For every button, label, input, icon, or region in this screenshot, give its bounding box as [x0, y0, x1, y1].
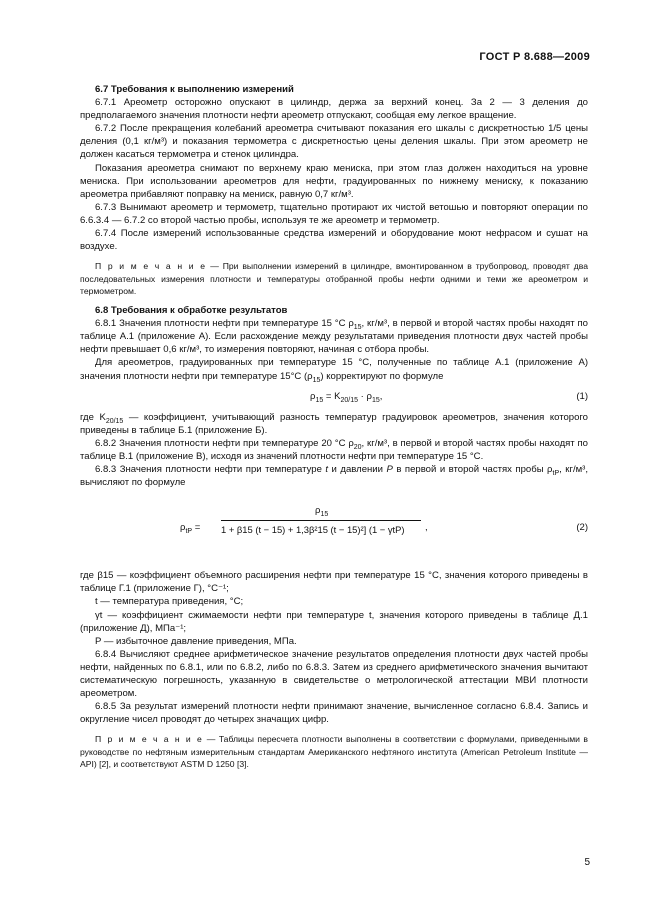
where-beta: где β15 — коэффициент объемного расширения нефти при температуре 15 °С, значения которого приведены в таблице Г.1 (приложение Г), °С⁻¹; [80, 570, 588, 595]
section-title-6-8: 6.8 Требования к обработке результатов [95, 305, 288, 317]
paragraph-k-coefficient: где $K_{20/15}$ — коэффициент, учитывающий разность температур градуировок ареометров, значения которого приведены в таблице Б.1 (приложение Б). [80, 411, 588, 436]
formula-2-denominator: 1 + β15 (t − 15) + 1,3β²15 (t − 15)²] (1 − γtP) [221, 524, 405, 536]
page-number: 5 [584, 857, 590, 868]
paragraph-6-7-2: 6.7.2 После прекращения колебаний ареометра считывают показания его шкалы с дискретностью 1/5 цены деления (0,1 кг/м³) и показания термометра с дискретностью цены деления шкалы. При этом ареометр не должен касаться термометра и стенок цилиндра. [80, 123, 588, 161]
document-id: ГОСТ Р 8.688—2009 [479, 51, 590, 63]
paragraph-6-8-1: 6.8.1 Значения плотности нефти при температуре 15 °С $\rho_{15}$, кг/м³, в первой и второй частях пробы находят по таблице А.1 (приложение А). Если расхождение между результатами приведения плотности двух частей пробы нефти превышает 0,6 кг/м³, то измерения повторяют, начиная с отбора пробы. [80, 318, 588, 356]
paragraph-6-8-5: 6.8.5 За результат измерений плотности нефти принимают значение, вычисленное согласно 6.8.4. Запись и округление чисел проводят до четырех значащих цифр. [80, 701, 588, 726]
formula-2-numerator: $\rho_{15}$ [315, 505, 329, 519]
formula-2-lhs: $\rho_{tP}$ = [180, 522, 201, 536]
paragraph-6-7-1: 6.7.1 Ареометр осторожно опускают в цилиндр, держа за верхний конец. За 2 — 3 деления до предполагаемого значения плотности нефти ареометр отпускают, сообщая ему легкое вращение. [80, 97, 588, 122]
note-6-8 [80, 733, 588, 770]
paragraph-6-7-4: 6.7.4 После измерений использованные средства измерений и оборудование моют нефрасом и сушат на воздухе. [80, 228, 588, 253]
formula-1 [80, 383, 588, 411]
where-t: t — температура приведения, °С; [95, 596, 244, 608]
formula-2-number: (2) [576, 522, 588, 534]
note-6-7 [80, 260, 588, 297]
paragraph-6-8-2: 6.8.2 Значения плотности нефти при температуре 20 °С $\rho_{20}$, кг/м³, в первой и второй частях пробы находят по таблице В.1 (приложение В), исходя из значений плотности нефти при температуре 15 °С. [80, 437, 588, 462]
paragraph-meniscus: Показания ареометра снимают по верхнему краю мениска, при этом глаз должен находиться на уровне мениска. При использовании ареометров для нефти, градуированных по нижнему мениску, к показанию ареометра прибавляют поправку на мениск, равную 0,7 кг/м³. [80, 162, 588, 200]
section-title-6-7: 6.7 Требования к выполнению измерений [95, 84, 294, 95]
paragraph-6-8-4: 6.8.4 Вычисляют среднее арифметическое значение результатов определения плотности двух частей пробы нефти, найденных по 6.8.1, или по 6.8.2, либо по 6.8.3. Затем из среднего арифметического значения вычитают систематическую погрешность, указанную в свидетельстве о метрологической аттестации МВИ плотности ареометром. [80, 648, 588, 700]
paragraph-6-8-3: 6.8.3 Значения плотности нефти при температуре t и давлении P в первой и второй частях пробы $\rho_{tP}$, кг/м³, вычисляют по формуле [80, 464, 588, 489]
paragraph-correction: Для ареометров, градуированных при температуре 15 °С, полученные по таблице А.1 (приложение А) значения плотности нефти при температуре 15°С $(\rho_{15})$ корректируют по формуле [80, 357, 588, 384]
note-text: — Таблицы пересчета плотности выполнены в соответствии с формулами, приведенными в руководстве по нефтяным измерительным стандартам Американского нефтяного института (American Petroleum Institute — API) [2], и соответствуют ASTM D 1250 [3]. [80, 734, 588, 769]
note-label: П р и м е ч а н и е [95, 261, 207, 272]
where-gamma: γt — коэффициент сжимаемости нефти при температуре t, значения которого приведены в таблице Д.1 (приложение Д), МПа⁻¹; [80, 609, 588, 634]
formula-1-expression: $\rho_{15} = K_{20/15} \cdot \rho_{15}$, [310, 390, 383, 404]
note-text: — При выполнении измерений в цилиндре, вмонтированном в трубопровод, проводят два последовательных измерения плотности и температуры отобранной пробы нефти одними и теми же ареометром и термометром. [80, 261, 588, 296]
note-label: П р и м е ч а н и е [95, 734, 204, 745]
formula-2-comma: , [425, 522, 428, 534]
formula-2 [80, 501, 588, 559]
where-p: P — избыточное давление приведения, МПа. [95, 635, 297, 647]
formula-1-number: (1) [576, 390, 588, 402]
fraction-bar [221, 520, 421, 521]
paragraph-6-7-3: 6.7.3 Вынимают ареометр и термометр, тщательно протирают их чистой ветошью и повторяют операции по 6.6.3.4 — 6.7.2 со второй частью пробы, используя те же ареометр и термометр. [80, 201, 588, 226]
page-content [80, 83, 588, 770]
